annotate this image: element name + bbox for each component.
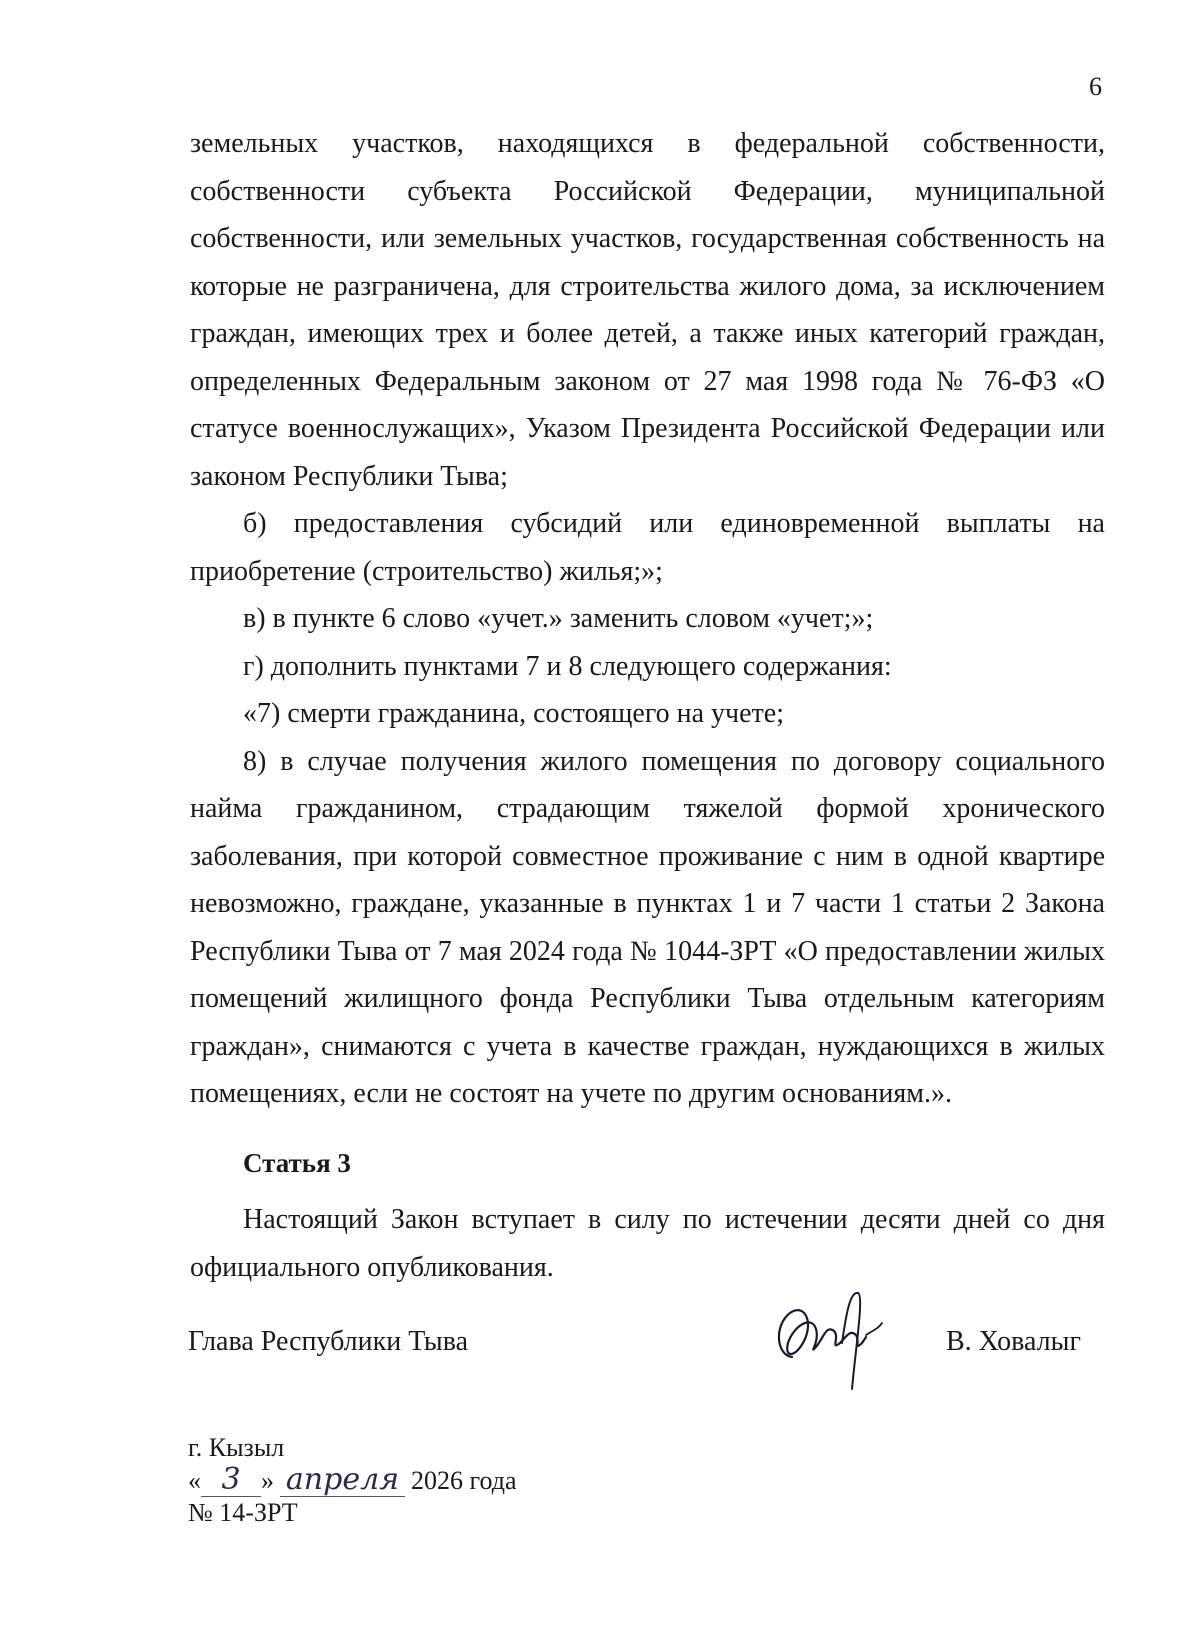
paragraph-land-plots: земельных участков, находящихся в федеральной собственности, собственности субъекта Российской Федерации, муниципальной собственности, или земельных участков, государственная собственность на которые не разграничена, для строительства жилого дома, за исключением граждан, имеющих трех и более детей, а также иных категорий граждан, определенных Федеральным законом от 27 мая 1998 года № 76-ФЗ «О статусе военнослужащих», Указом Президента Российской Федерации или законом Республики Тыва;: [190, 128, 1105, 492]
handwritten-signature: [770, 1285, 890, 1400]
article-body: [190, 1196, 1105, 1291]
signatory-title: Глава Республики Тыва: [188, 1326, 469, 1357]
page-number: 6: [1089, 72, 1102, 101]
paragraph-item-8: 8) в случае получения жилого помещения по договору социального найма гражданином, страдающим тяжелой формой хронического заболевания, при которой совместное проживание с ним в одной квартире невозможно, граждане, указанные в пунктах 1 и 7 части 1 статьи 2 Закона Республики Тыва от 7 мая 2024 года № 1044-ЗРТ «О предоставлении жилых помещений жилищного фонда Республики Тыва отдельным категориям граждан», снимаются с учета в качестве граждан, нуждающихся в жилых помещениях, если не состоят на учете по другим основаниям.».: [190, 745, 1105, 1109]
document-body: [190, 120, 1105, 1118]
paragraph-item-7: «7) смерти гражданина, состоящего на учете;: [243, 698, 784, 729]
law-number: № 14-ЗРТ: [188, 1498, 298, 1527]
article-heading: Статья 3: [243, 1148, 351, 1178]
date-year: 2026 года: [411, 1466, 517, 1495]
paragraph-item-6: в) в пункте 6 слово «учет.» заменить словом «учет;»;: [243, 603, 874, 634]
date-month: апреля: [280, 1464, 405, 1497]
article-text: Настоящий Закон вступает в силу по истечении десяти дней со дня официального опубликования.: [190, 1204, 1105, 1283]
signatory-name: В. Ховалыг: [946, 1326, 1081, 1357]
date-open-quote: «: [188, 1466, 201, 1495]
place-date-block: [188, 1432, 517, 1529]
city: г. Кызыл: [188, 1433, 285, 1462]
date-day: 3: [201, 1464, 261, 1497]
paragraph-subsidies: б) предоставления субсидий или единовременной выплаты на приобретение (строительство) жилья;»;: [190, 508, 1105, 587]
signing-date: [188, 1464, 517, 1497]
paragraph-add-items: г) дополнить пунктами 7 и 8 следующего содержания:: [243, 650, 892, 682]
signature-graphic: [770, 1285, 890, 1395]
date-close-quote: »: [261, 1466, 274, 1495]
